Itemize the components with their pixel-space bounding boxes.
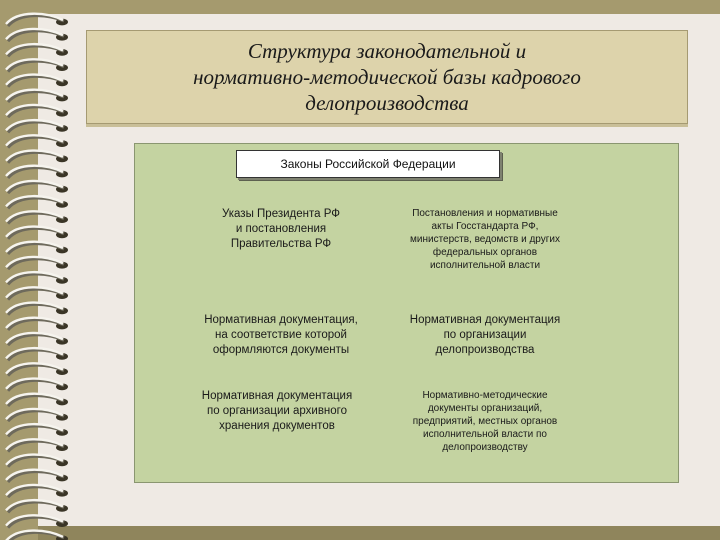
cell-standards xyxy=(378,207,592,272)
title-line-3: делопроизводства xyxy=(305,91,469,115)
cell-records-org xyxy=(378,313,592,358)
cell-line: документы организаций, xyxy=(427,403,543,414)
laws-box: Законы Российской Федерации xyxy=(236,150,500,178)
cell-formatting xyxy=(176,313,386,358)
cell-line: и постановления xyxy=(235,223,327,235)
cell-line: Постановления и нормативные xyxy=(412,208,558,219)
title-line-2: нормативно-методической базы кадрового xyxy=(193,65,581,89)
page-shadow xyxy=(38,526,720,540)
slide-title xyxy=(87,38,687,116)
cell-line: оформляются документы xyxy=(212,344,350,356)
cell-line: Нормативная документация, xyxy=(204,314,358,326)
cell-line: Правительства РФ xyxy=(230,238,332,250)
title-box xyxy=(86,30,688,124)
cell-line: министерств, ведомств и других xyxy=(410,234,560,245)
cell-line: хранения документов xyxy=(219,420,335,432)
spiral-binding-icon xyxy=(0,0,80,540)
cell-line: предприятий, местных органов xyxy=(412,416,558,427)
cell-line: Нормативная документация xyxy=(409,314,561,326)
cell-archive xyxy=(172,389,382,434)
cell-line: Нормативная документация xyxy=(201,390,353,402)
cell-line: по организации архивного xyxy=(206,405,348,417)
cell-line: на соответствие которой xyxy=(215,329,347,341)
cell-line: делопроизводства xyxy=(435,344,535,356)
cell-line: Нормативно-методические xyxy=(422,390,548,401)
cell-line: акты Госстандарта РФ, xyxy=(431,221,539,232)
title-line-1: Структура законодательной и xyxy=(247,39,527,63)
cell-line: Указы Президента РФ xyxy=(221,208,341,220)
cell-line: исполнительной власти по xyxy=(423,429,547,440)
cell-decrees xyxy=(176,207,386,252)
cell-line: по организации xyxy=(443,329,527,341)
cell-line: федеральных органов xyxy=(432,247,538,258)
cell-methodical xyxy=(378,389,592,454)
cell-line: исполнительной власти xyxy=(429,260,541,271)
cell-line: делопроизводству xyxy=(442,442,528,453)
